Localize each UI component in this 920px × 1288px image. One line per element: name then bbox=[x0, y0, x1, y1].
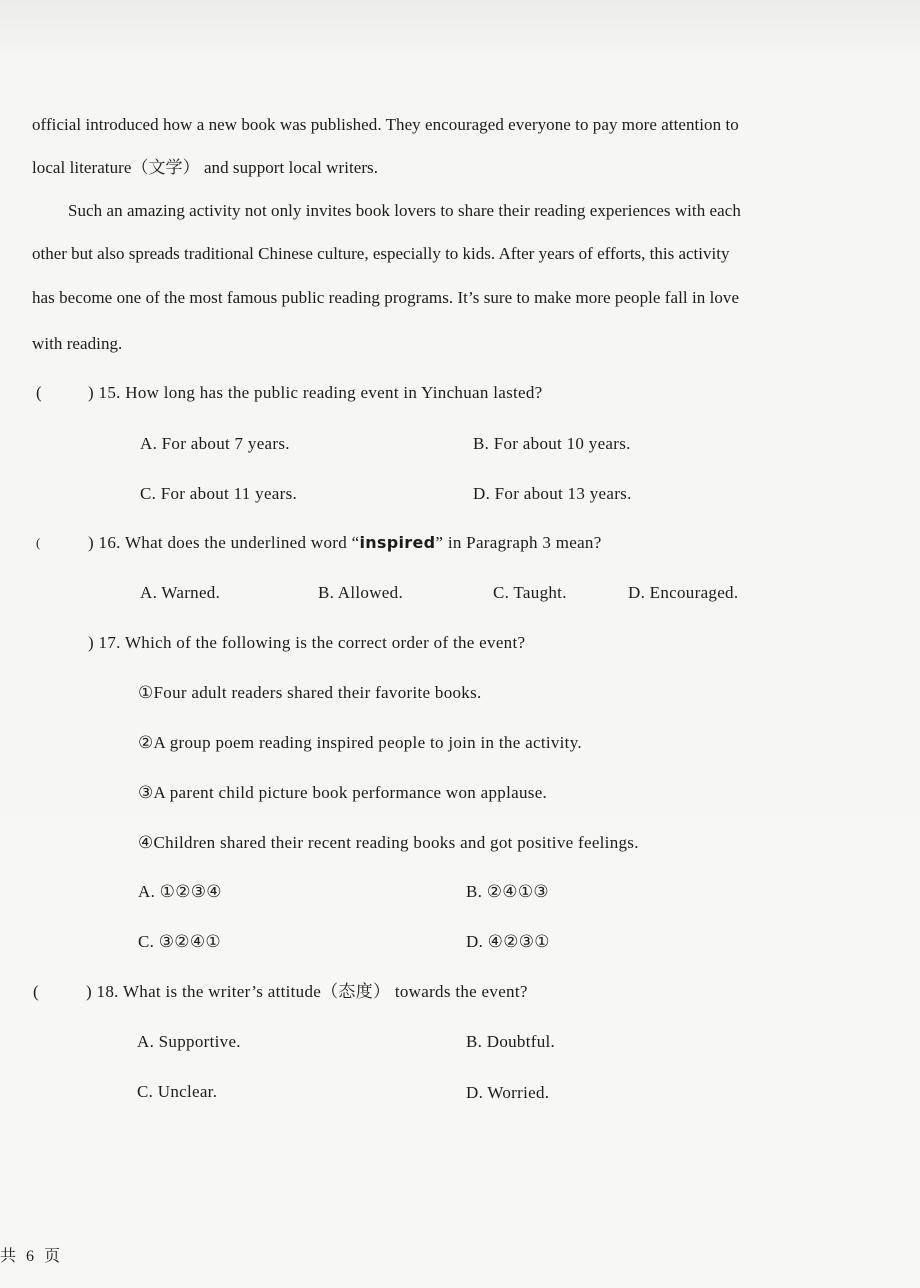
paren-close: ) bbox=[88, 633, 94, 652]
option-c[interactable]: C. Unclear. bbox=[137, 1082, 218, 1101]
question-text: What does the underlined word bbox=[124, 533, 348, 552]
question-number: 15. bbox=[98, 383, 121, 402]
quote-close: ” bbox=[435, 533, 444, 552]
question-stem bbox=[88, 632, 525, 654]
option-d[interactable]: D. Encouraged. bbox=[628, 583, 739, 602]
question-number: 17. bbox=[98, 633, 121, 652]
statement-1: ①Four adult readers shared their favorite books. bbox=[138, 683, 482, 702]
page-count: 共 6 页 bbox=[0, 1248, 64, 1265]
question-stem bbox=[86, 981, 528, 1003]
passage-line: other but also spreads traditional Chinese culture, especially to kids. After years of efforts, this activity bbox=[32, 244, 730, 263]
paren-close: ) bbox=[86, 982, 92, 1001]
question-stem bbox=[88, 382, 543, 404]
option-c[interactable]: C. ③②④① bbox=[138, 932, 221, 951]
answer-paren-open[interactable]: ( bbox=[36, 383, 42, 402]
keyword-inspired: inspired bbox=[359, 533, 436, 552]
statement-3: ③A parent child picture book performance won applause. bbox=[138, 783, 548, 802]
option-c[interactable]: C. Taught. bbox=[493, 583, 567, 602]
statement-4: ④Children shared their recent reading books and got positive feelings. bbox=[138, 833, 639, 852]
passage-line: with reading. bbox=[32, 334, 123, 353]
option-c[interactable]: C. For about 11 years. bbox=[140, 484, 298, 503]
option-b[interactable]: B. For about 10 years. bbox=[473, 434, 631, 453]
answer-paren-open[interactable]: ( bbox=[36, 535, 41, 550]
option-d[interactable]: D. Worried. bbox=[466, 1083, 550, 1102]
question-stem bbox=[88, 532, 602, 554]
option-d[interactable]: D. ④②③① bbox=[466, 932, 550, 951]
question-text: in Paragraph 3 mean? bbox=[447, 533, 602, 552]
passage-line: local literature（文学） and support local writers. bbox=[32, 158, 379, 177]
question-number: 18. bbox=[96, 982, 119, 1001]
passage-line: Such an amazing activity not only invites book lovers to share their reading experiences with each bbox=[68, 201, 741, 220]
question-text: How long has the public reading event in Yinchuan lasted? bbox=[125, 383, 543, 402]
question-text: Which of the following is the correct order of the event? bbox=[124, 633, 526, 652]
option-a[interactable]: A. ①②③④ bbox=[138, 882, 222, 901]
option-d[interactable]: D. For about 13 years. bbox=[473, 484, 632, 503]
page-footer bbox=[0, 1246, 63, 1268]
passage-line: has become one of the most famous public reading programs. It’s sure to make more people fall in love bbox=[32, 288, 740, 307]
option-a[interactable]: A. Warned. bbox=[140, 583, 221, 602]
option-b[interactable]: B. Doubtful. bbox=[466, 1032, 556, 1051]
statement-2: ②A group poem reading inspired people to join in the activity. bbox=[138, 733, 582, 752]
option-a[interactable]: A. Supportive. bbox=[137, 1032, 241, 1051]
paren-close: ) bbox=[88, 383, 94, 402]
question-number: 16. bbox=[98, 533, 121, 552]
bleed-through-artifact bbox=[60, 18, 860, 58]
passage-line: official introduced how a new book was published. They encouraged everyone to pay more attention to bbox=[32, 115, 739, 134]
option-a[interactable]: A. For about 7 years. bbox=[140, 434, 290, 453]
paren-close: ) bbox=[88, 533, 94, 552]
answer-paren-open[interactable]: ( bbox=[33, 982, 39, 1001]
question-text: What is the writer’s attitude（态度） towards the event? bbox=[122, 982, 528, 1001]
option-b[interactable]: B. ②④①③ bbox=[466, 882, 549, 901]
quote-open: “ bbox=[351, 533, 360, 552]
option-b[interactable]: B. Allowed. bbox=[318, 583, 403, 602]
